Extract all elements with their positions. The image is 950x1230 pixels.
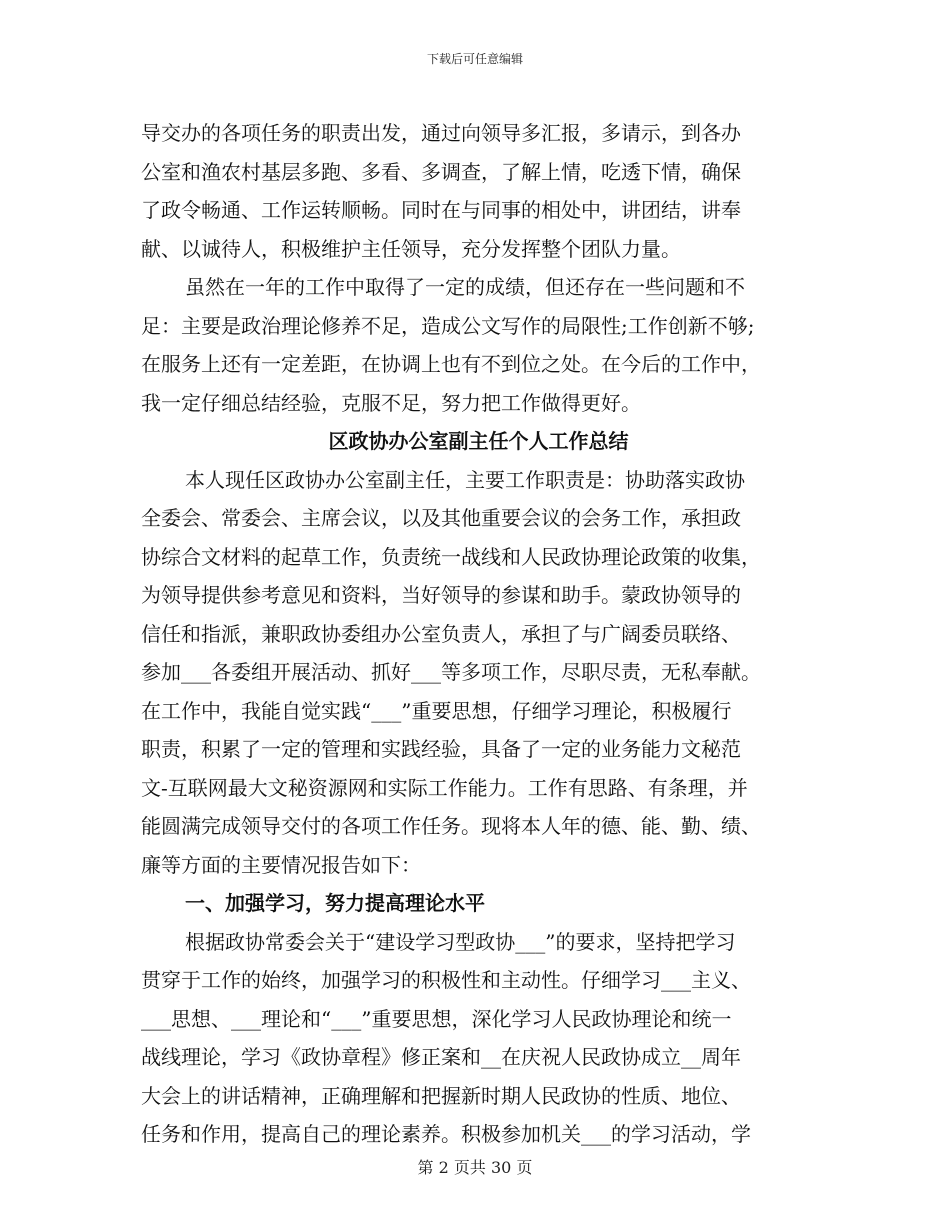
text-line: 廉等方面的主要情况报告如下： — [141, 852, 421, 877]
text-line: 公室和渔农村基层多跑、多看、多调查，了解上情，吃透下情，确保 — [141, 159, 741, 184]
text-line: 职责，积累了一定的管理和实践经验，具备了一定的业务能力文秘范 — [141, 737, 741, 761]
section-title: 区政协办公室副主任个人工作总结 — [328, 429, 629, 453]
text-line: 协综合文材料的起草工作，负责统一战线和人民政协理论政策的收集， — [141, 544, 761, 569]
page-header: 下载后可任意编辑 — [426, 52, 523, 66]
text-line: 全委会、常委会、主席会议，以及其他重要会议的会务工作，承担政 — [141, 506, 741, 530]
text-line: 信任和指派，兼职政协委组办公室负责人，承担了与广阔委员联络、 — [141, 621, 741, 646]
text-line: 根据政协常委会关于“建设学习型政协___”的要求，坚持把学习 — [185, 929, 736, 954]
text-line: 文-互联网最大文秘资源网和实际工作能力。工作有思路、有条理，并 — [141, 775, 748, 800]
text-line: 参加___各委组开展活动、抓好___等多项工作，尽职尽责，无私奉献。 — [141, 660, 761, 684]
text-line: 献、以诚待人，积极维护主任领导，充分发挥整个团队力量。 — [141, 236, 681, 261]
text-line: 足：主要是政治理论修养不足，造成公文写作的局限性;工作创新不够; — [141, 313, 755, 338]
text-line: 了政令畅通、工作运转顺畅。同时在与同事的相处中，讲团结，讲奉 — [141, 198, 741, 222]
subsection-heading: 一、加强学习，努力提高理论水平 — [185, 891, 485, 915]
text-line: 任务和作用，提高自己的理论素养。积极参加机关___的学习活动，学 — [141, 1122, 751, 1146]
page-footer: 第 2 页共 30 页 — [417, 1158, 533, 1177]
text-line: 导交办的各项任务的职责出发，通过向领导多汇报，多请示，到各办 — [141, 121, 741, 145]
text-line: 大会上的讲话精神，正确理解和把握新时期人民政协的性质、地位、 — [141, 1083, 741, 1108]
text-line: 为领导提供参考意见和资料，当好领导的参谋和助手。蒙政协领导的 — [141, 583, 741, 607]
text-line: 虽然在一年的工作中取得了一定的成绩，但还存在一些问题和不 — [185, 275, 745, 299]
text-line: 贯穿于工作的始终，加强学习的积极性和主动性。仔细学习___主义、 — [141, 968, 751, 992]
text-line: ___思想、___理论和“___”重要思想，深化学习人民政协理论和统一 — [141, 1006, 732, 1031]
text-line: 在服务上还有一定差距，在协调上也有不到位之处。在今后的工作中， — [141, 352, 761, 376]
text-line: 我一定仔细总结经验，克服不足，努力把工作做得更好。 — [141, 390, 641, 415]
text-line: 能圆满完成领导交付的各项工作任务。现将本人年的德、能、勤、绩、 — [141, 814, 761, 838]
text-line: 在工作中，我能自觉实践“___”重要思想，仔细学习理论，积极履行 — [141, 698, 732, 723]
document-body — [141, 123, 816, 1163]
text-line: 本人现任区政协办公室副主任，主要工作职责是：协助落实政协 — [185, 467, 745, 492]
text-line: 战线理论，学习《政协章程》修正案和__在庆祝人民政协成立__周年 — [141, 1045, 741, 1069]
